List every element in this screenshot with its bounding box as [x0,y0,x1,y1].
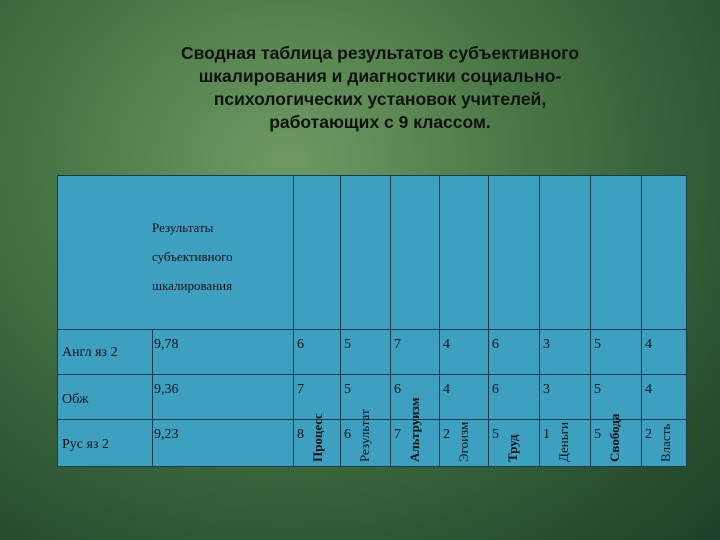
value-cell: 2 [443,427,450,442]
value-cell: 7 [394,427,401,442]
value-cell: 6 [492,337,499,352]
value-cell: 5 [344,382,351,397]
value-cell: 5 [594,382,601,397]
title-line-1: Сводная таблица результатов субъективного [180,43,580,63]
value-cell: 5 [492,427,499,442]
row-label: Обж [62,392,89,407]
value-cell: 8 [297,427,304,442]
value-cell: 5 [344,337,351,352]
score-cell: 9,36 [154,382,179,397]
value-cell: 1 [543,427,550,442]
corner-line-2: субъективного [152,249,233,264]
value-cell: 4 [443,337,450,352]
table-column-divider [152,329,153,466]
value-cell: 6 [394,382,401,397]
column-header-label: Эгоизм [456,421,471,462]
value-cell: 7 [297,382,304,397]
column-header-label: Свобода [607,413,622,462]
value-cell: 3 [543,337,550,352]
title-line-4: работающих с 9 классом. [269,112,491,132]
column-header-label: Власть [658,423,673,462]
value-cell: 5 [594,337,601,352]
column-header-label: Альтруизм [407,397,422,462]
value-cell: 6 [297,337,304,352]
row-label: Англ яз 2 [62,345,118,360]
title-line-2: шкалирования и диагностики социально- [198,66,562,86]
value-cell: 4 [645,382,652,397]
corner-line-3: шкалирования [152,278,233,293]
value-cell: 6 [344,427,351,442]
column-header-label: Процесс [310,413,325,462]
value-cell: 7 [394,337,401,352]
column-header-label: Труд [505,434,520,462]
value-cell: 5 [594,427,601,442]
slide-title [120,42,640,134]
corner-header [152,213,292,300]
score-cell: 9,78 [154,337,179,352]
value-cell: 4 [645,337,652,352]
row-label: Рус яз 2 [62,437,109,452]
value-cell: 6 [492,382,499,397]
column-header-label: Результат [357,409,372,462]
value-cell: 3 [543,382,550,397]
corner-line-1: Результаты [152,220,214,235]
value-cell: 2 [645,427,652,442]
score-cell: 9,23 [154,427,179,442]
value-cell: 4 [443,382,450,397]
column-header-label: Деньги [556,422,571,462]
title-line-3: психологических установок учителей, [213,89,547,109]
results-table [57,175,687,467]
